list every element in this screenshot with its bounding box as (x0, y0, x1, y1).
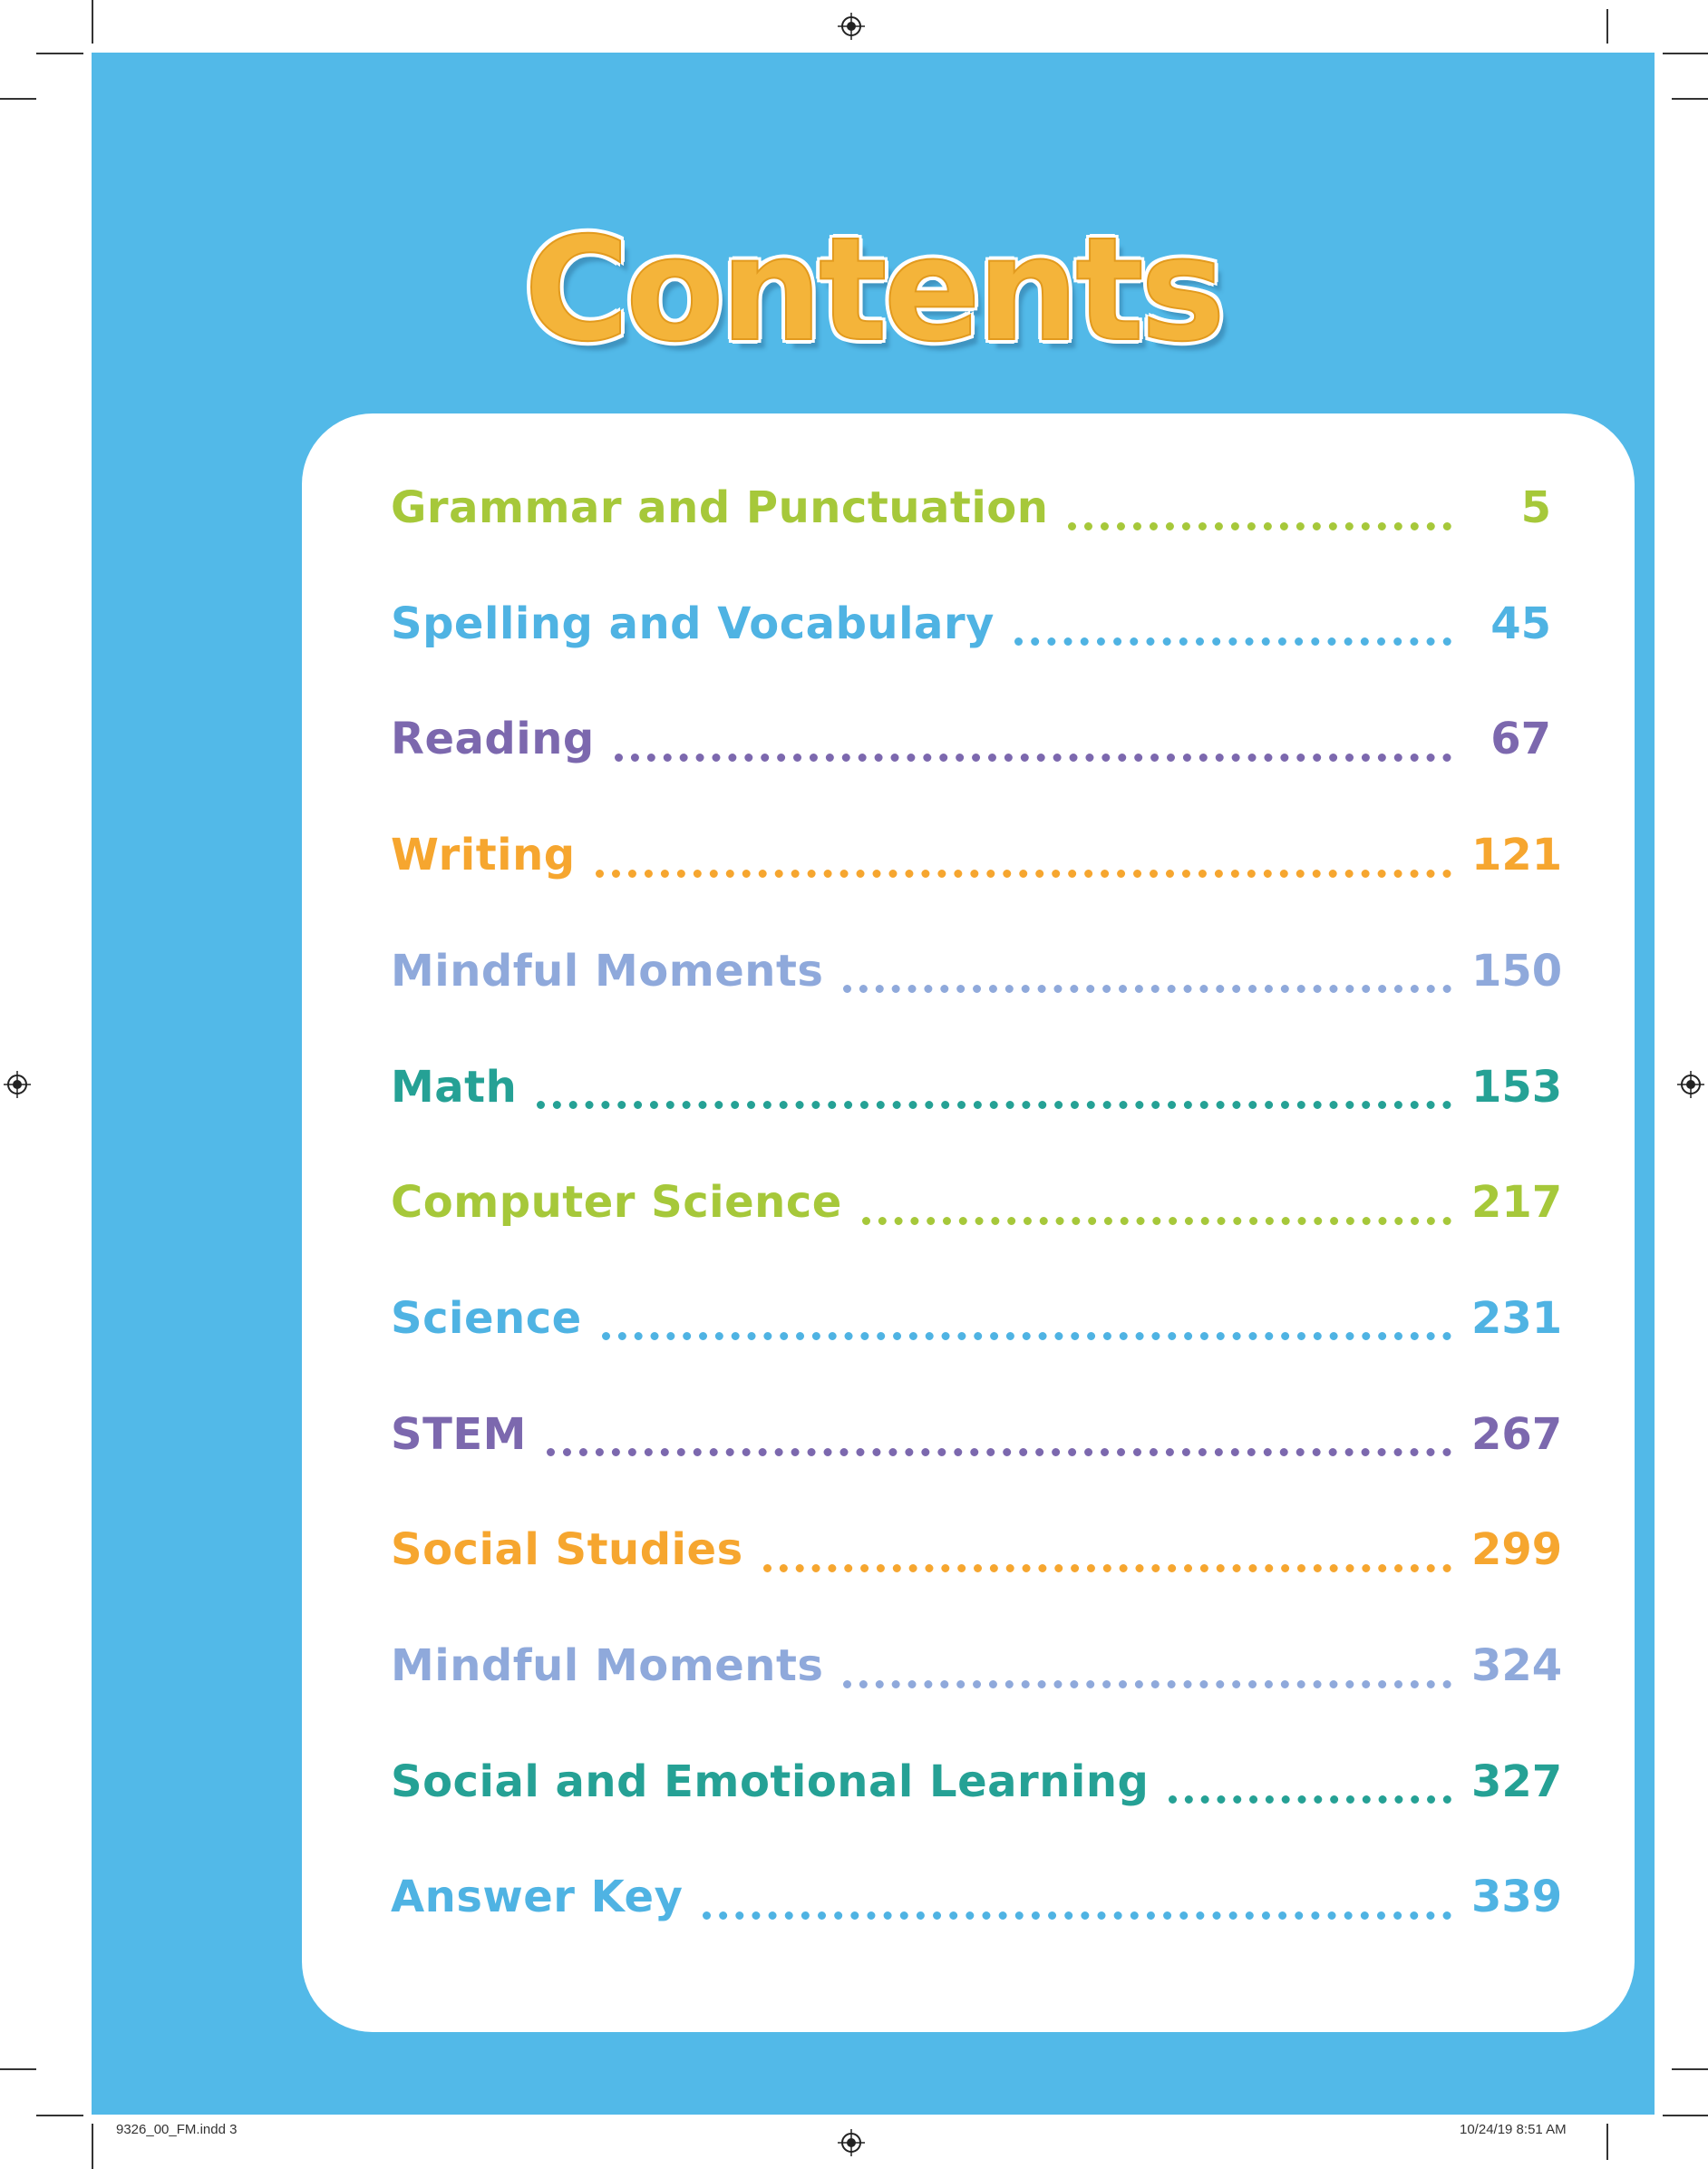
crop-mark (1606, 9, 1608, 44)
toc-dot-leader (703, 1901, 1451, 1920)
contents-card (302, 413, 1635, 2032)
toc-entry[interactable] (391, 1166, 1563, 1239)
crop-mark (1606, 2124, 1608, 2160)
toc-dot-leader (843, 974, 1451, 993)
toc-entry[interactable] (391, 1861, 1563, 1933)
toc-entry-title: Social Studies (391, 1524, 743, 1576)
toc-dot-leader (862, 1206, 1451, 1225)
toc-entry[interactable] (391, 1746, 1563, 1818)
toc-entry[interactable] (391, 1282, 1563, 1355)
toc-entry-page-number: 45 (1490, 598, 1551, 649)
toc-entry-title: Reading (391, 714, 595, 765)
crop-mark (0, 2068, 36, 2070)
toc-entry-title: Grammar and Punctuation (391, 482, 1049, 533)
toc-dot-leader (547, 1437, 1451, 1456)
toc-entry-page-number: 267 (1471, 1408, 1563, 1460)
toc-entry[interactable] (391, 935, 1563, 1007)
registration-mark-icon (1677, 1071, 1704, 1098)
toc-entry[interactable] (391, 1398, 1563, 1471)
registration-mark-icon (838, 13, 865, 40)
toc-dot-leader (843, 1669, 1451, 1688)
page-background-panel (92, 53, 1655, 2115)
toc-entry[interactable] (391, 1513, 1563, 1586)
toc-entry[interactable] (391, 703, 1551, 775)
toc-entry-page-number: 150 (1471, 945, 1563, 997)
crop-mark (1663, 53, 1708, 54)
toc-entry[interactable] (391, 472, 1551, 544)
crop-mark (92, 0, 93, 44)
toc-dot-leader (602, 1321, 1451, 1340)
toc-entry-title: Answer Key (391, 1872, 684, 1923)
toc-entry-page-number: 121 (1471, 830, 1563, 881)
toc-entry-title: STEM (391, 1408, 527, 1460)
page-title: Contents (524, 207, 1222, 374)
toc-dot-leader (615, 743, 1451, 762)
toc-entry-title: Mindful Moments (391, 1640, 824, 1691)
crop-mark (36, 53, 83, 54)
toc-entry[interactable] (391, 1629, 1563, 1702)
toc-dot-leader (1014, 627, 1451, 646)
file-slug: 9326_00_FM.indd 3 (116, 2122, 238, 2137)
registration-mark-icon (4, 1071, 31, 1098)
crop-mark (92, 2124, 93, 2169)
toc-entry-page-number: 299 (1471, 1524, 1563, 1576)
crop-mark (0, 98, 36, 100)
toc-entry[interactable] (391, 1051, 1563, 1123)
toc-dot-leader (1169, 1785, 1451, 1804)
toc-entry-page-number: 231 (1471, 1292, 1563, 1344)
toc-entry-page-number: 67 (1490, 714, 1551, 765)
toc-entry-title: Spelling and Vocabulary (391, 598, 995, 649)
toc-dot-leader (763, 1553, 1451, 1572)
registration-mark-icon (838, 2129, 865, 2156)
toc-dot-leader (1068, 511, 1451, 530)
toc-entry-page-number: 5 (1520, 482, 1551, 533)
toc-dot-leader (537, 1090, 1451, 1109)
toc-dot-leader (596, 859, 1451, 878)
toc-entry-page-number: 324 (1471, 1640, 1563, 1691)
toc-entry-title: Writing (391, 830, 576, 881)
toc-entry-title: Mindful Moments (391, 945, 824, 997)
toc-entry[interactable] (391, 819, 1563, 891)
crop-mark (1672, 98, 1708, 100)
print-timestamp: 10/24/19 8:51 AM (1460, 2122, 1567, 2137)
crop-mark (36, 2115, 83, 2116)
toc-entry-page-number: 327 (1471, 1756, 1563, 1807)
toc-entry-page-number: 153 (1471, 1061, 1563, 1113)
toc-entry[interactable] (391, 588, 1551, 660)
title-wrapper (92, 207, 1655, 374)
crop-mark (1663, 2115, 1708, 2116)
toc-entry-title: Computer Science (391, 1177, 842, 1229)
toc-entry-page-number: 217 (1471, 1177, 1563, 1229)
crop-mark (1672, 2068, 1708, 2070)
toc-entry-page-number: 339 (1471, 1872, 1563, 1923)
toc-entry-title: Science (391, 1292, 582, 1344)
toc-entry-title: Math (391, 1061, 518, 1113)
toc-entry-title: Social and Emotional Learning (391, 1756, 1150, 1807)
